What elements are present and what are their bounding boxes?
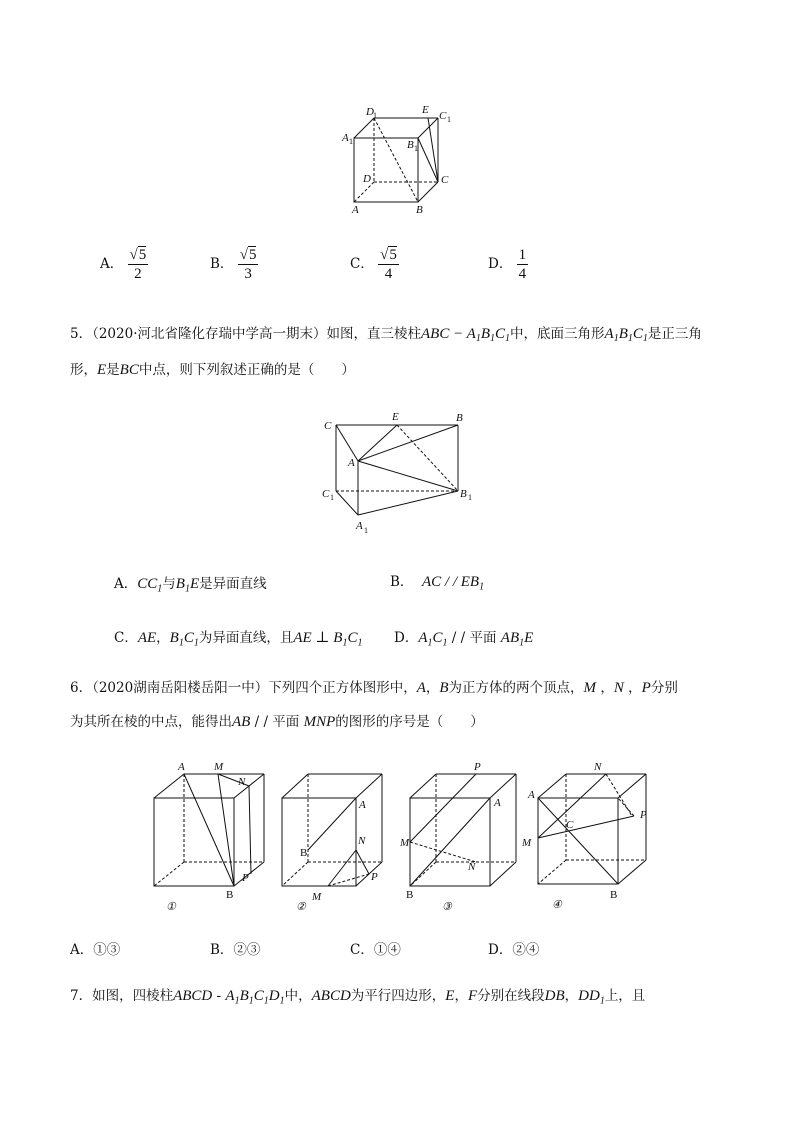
svg-text:1: 1 [349,137,353,146]
q5-stem-line2: 形，E是BC中点，则下列叙述正确的是（ ） [70,362,355,378]
q5-option-c: C．AE，$B_1C_1$为异面直线，且AE ⊥ $B_1C_1$ [114,630,363,649]
q5-label-C: C [324,420,332,432]
q4-label-B: B [416,204,423,216]
svg-text:1: 1 [414,144,418,153]
q6-option-b: B．②③ [210,942,261,958]
svg-text:1: 1 [468,493,472,502]
q6-fig4-label-N: N [594,761,602,773]
q4-label-E: E [422,104,429,116]
q5-label-B: B [456,412,463,424]
q6-fig2-label-M: M [312,891,322,903]
q7-stem-line1: 7．如图，四棱柱ABCD - $A_1B_1C_1D_1$中，ABCD为平行四边形，E，F分别在线段DB，$DD_1$上，且 [70,988,646,1007]
q5-option-d: D．$A_1C_1$ / / 平面 $AB_1E$ [394,630,534,649]
q4-label-C1: C [439,110,447,122]
q6-fig2-number: ② [296,901,306,913]
q6-option-d: D．②④ [488,942,540,958]
q6-figure-2 [276,758,406,918]
q6-fig3-label-M: M [400,837,410,849]
q4-label-A1: A [342,132,349,144]
q5-label-A1: A [356,520,363,532]
q4-label-B1: B [407,139,414,151]
q6-fig4-label-C: C [566,819,574,831]
q6-fig1-label-B: B [226,889,234,901]
svg-text:1: 1 [330,493,334,502]
q4-option-b-fraction: $\frac{√5}{3}$ [239,247,257,282]
q6-fig2-label-N: N [358,835,366,847]
q5-label-E: E [392,411,399,423]
q6-fig1-label-A: A [178,761,185,773]
q5-option-a: A．$CC_1$与$B_1E$是异面直线 [114,576,267,595]
q4-label-C: C [441,174,449,186]
svg-text:1: 1 [373,111,377,120]
q6-fig1-label-N: N [238,776,246,788]
q4-cube-figure [336,100,460,218]
q6-stem-line2: 为其所在棱的中点，能得出AB / / 平面 MNP的图形的序号是（ ） [70,714,484,730]
q6-stem-line1: 6．（2020湖南岳阳楼岳阳一中）下列四个正方体图形中，A，B为正方体的两个顶点，M ，N ，P分别 [70,680,678,696]
q4-option-b: B． $\frac{√5}{3}$ [210,247,257,282]
q6-fig4-label-A: A [528,789,535,801]
q4-option-d-fraction: $\frac{1}{4}$ [518,247,527,282]
q4-label-D1: D [366,106,374,118]
svg-text:1: 1 [364,526,368,535]
q6-fig4-number: ④ [552,899,562,911]
q6-figure-3 [402,758,532,918]
q6-fig3-label-B: B [406,889,414,901]
q6-fig2-label-B: B [300,847,308,859]
q6-fig3-number: ③ [442,901,452,913]
q6-fig3-label-P: P [474,761,481,773]
q6-figure-1 [146,758,276,918]
q6-fig1-label-M: M [214,761,224,773]
q6-fig2-label-A: A [359,799,366,811]
q6-fig4-label-M: M [522,837,532,849]
svg-text:1: 1 [447,115,451,124]
q5-option-b: B． AC / / $EB_1$ [390,574,485,593]
q6-fig1-label-P: P [242,872,249,884]
q5-label-C1: C [322,488,330,500]
q4-option-d: D． $\frac{1}{4}$ [488,247,527,282]
q4-label-D: D [363,173,371,185]
q5-stem-line1: 5．（2020·河北省隆化存瑞中学高一期末）如图，直三棱柱ABC − $A_1B_1C_1$中，底面三角形$A_1B_1C_1$是正三角 [70,326,702,344]
q4-label-A: A [352,204,359,216]
q6-figure-4 [522,752,662,912]
q6-fig3-label-A: A [494,797,501,809]
q4-option-c: C． $\frac{√5}{4}$ [350,247,397,282]
q6-fig3-label-N: N [468,861,476,873]
q5-label-B1: B [460,488,467,500]
q5-prism-figure [320,405,480,539]
q6-fig4-label-B: B [610,889,618,901]
q6-fig1-number: ① [166,901,176,913]
q6-fig2-label-P: P [371,871,378,883]
q4-option-a: A． $\frac{√5}{2}$ [100,247,147,282]
q5-label-A: A [348,457,355,469]
q4-option-c-fraction: $\frac{√5}{4}$ [380,247,397,282]
q6-option-c: C．①④ [350,942,401,958]
q6-fig4-label-P: P [640,809,647,821]
q4-option-a-fraction: $\frac{√5}{2}$ [129,247,147,282]
q6-option-a: A．①③ [70,942,121,958]
